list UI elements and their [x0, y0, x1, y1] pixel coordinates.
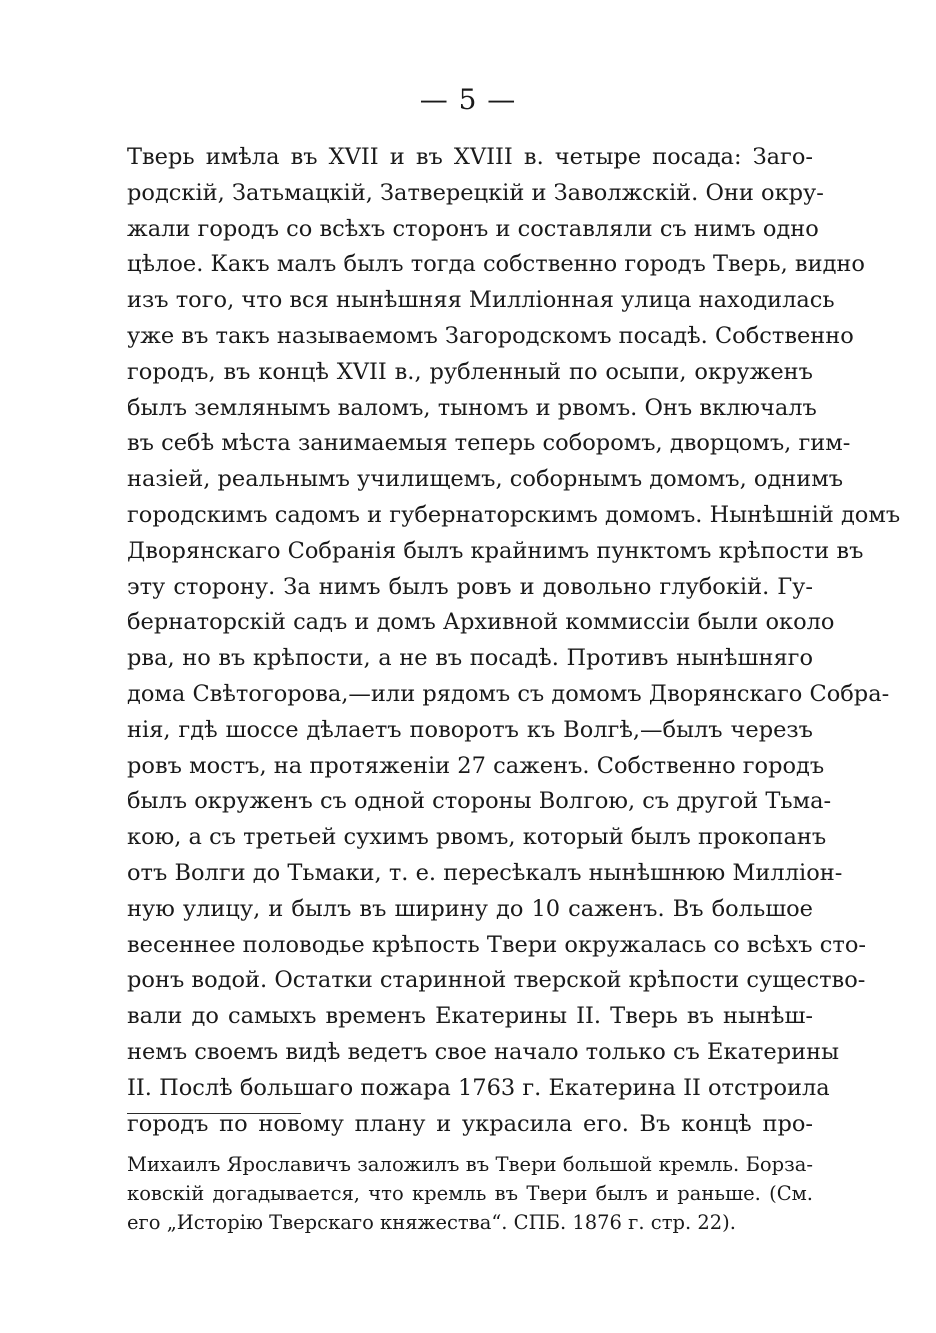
text-line: Тверь имѣла въ XVII и въ XVIII в. четыре посада: Заго- [127, 144, 813, 170]
text-line: изъ того, что вся нынѣшняя Милліонная улица находилась [127, 287, 835, 314]
text-line: весеннее половодье крѣпость Твери окружалась со всѣхъ сто- [127, 931, 866, 958]
text-line: рва, но въ крѣпости, а не въ посадѣ. Противъ нынѣшняго [127, 645, 813, 672]
text-line: кою, а съ третьей сухимъ рвомъ, который былъ прокопанъ [127, 824, 827, 851]
text-line: жали городъ со всѣхъ сторонъ и составляли съ нимъ одно [127, 215, 819, 242]
text-line: II. Послѣ большаго пожара 1763 г. Екатерина II отстроила [127, 1074, 830, 1101]
footnote-divider [127, 1113, 301, 1114]
text-line: отъ Волги до Тьмаки, т. е. пересѣкалъ нынѣшнюю Милліон- [127, 859, 843, 886]
main-text [127, 140, 901, 1142]
text-line: дома Свѣтогорова,—или рядомъ съ домомъ Дворянскаго Собра- [127, 680, 890, 707]
text-line: родскій, Затьмацкій, Затверецкій и Заволжскій. Они окру- [127, 179, 824, 206]
text-line: ровъ мостъ, на протяженіи 27 саженъ. Собственно городъ [127, 752, 825, 779]
footnote-line: Михаилъ Ярославичъ заложилъ въ Твери большой кремль. Борза- [127, 1153, 813, 1176]
text-line: былъ окруженъ съ одной стороны Волгою, съ другой Тьма- [127, 788, 832, 815]
footnote-line: ковскій догадывается, что кремль въ Твери былъ и раньше. (См. [127, 1182, 813, 1205]
text-line: Дворянскаго Собранія былъ крайнимъ пунктомъ крѣпости въ [127, 537, 864, 564]
text-line: эту сторону. За нимъ былъ ровъ и довольно глубокій. Гу- [127, 573, 813, 600]
footnote-line: его „Исторію Тверскаго княжества“. СПБ. 1876 г. стр. 22). [127, 1211, 736, 1234]
text-line: городскимъ садомъ и губернаторскимъ домомъ. Нынѣшній домъ [127, 501, 901, 528]
text-line: цѣлое. Какъ малъ былъ тогда собственно городъ Тверь, видно [127, 251, 865, 278]
text-line: въ себѣ мѣста занимаемыя теперь соборомъ, дворцомъ, гим- [127, 430, 851, 457]
text-line: вали до самыхъ временъ Екатерины II. Тверь въ нынѣш- [127, 1003, 813, 1030]
text-line: городъ, въ концѣ XVII в., рубленный по осыпи, окруженъ [127, 358, 813, 385]
text-line: уже въ такъ называемомъ Загородскомъ посадѣ. Собственно [127, 322, 854, 349]
footnote [127, 1150, 813, 1237]
page-number: — 5 — [419, 83, 517, 116]
text-line: былъ землянымъ валомъ, тыномъ и рвомъ. Онъ включалъ [127, 394, 817, 421]
text-line: немъ своемъ видѣ ведетъ свое начало только съ Екатерины [127, 1038, 839, 1065]
text-line: нія, гдѣ шоссе дѣлаетъ поворотъ къ Волгѣ,—былъ черезъ [127, 716, 813, 743]
text-line: ронъ водой. Остатки старинной тверской крѣпости существо- [127, 967, 866, 994]
text-line: городъ по новому плану и украсила его. Въ концѣ про- [127, 1110, 813, 1137]
text-line: бернаторскій садъ и домъ Архивной коммиссіи были около [127, 609, 835, 636]
text-line: ную улицу, и былъ въ ширину до 10 саженъ. Въ большое [127, 895, 813, 922]
text-line: назіей, реальнымъ училищемъ, соборнымъ домомъ, однимъ [127, 466, 844, 493]
